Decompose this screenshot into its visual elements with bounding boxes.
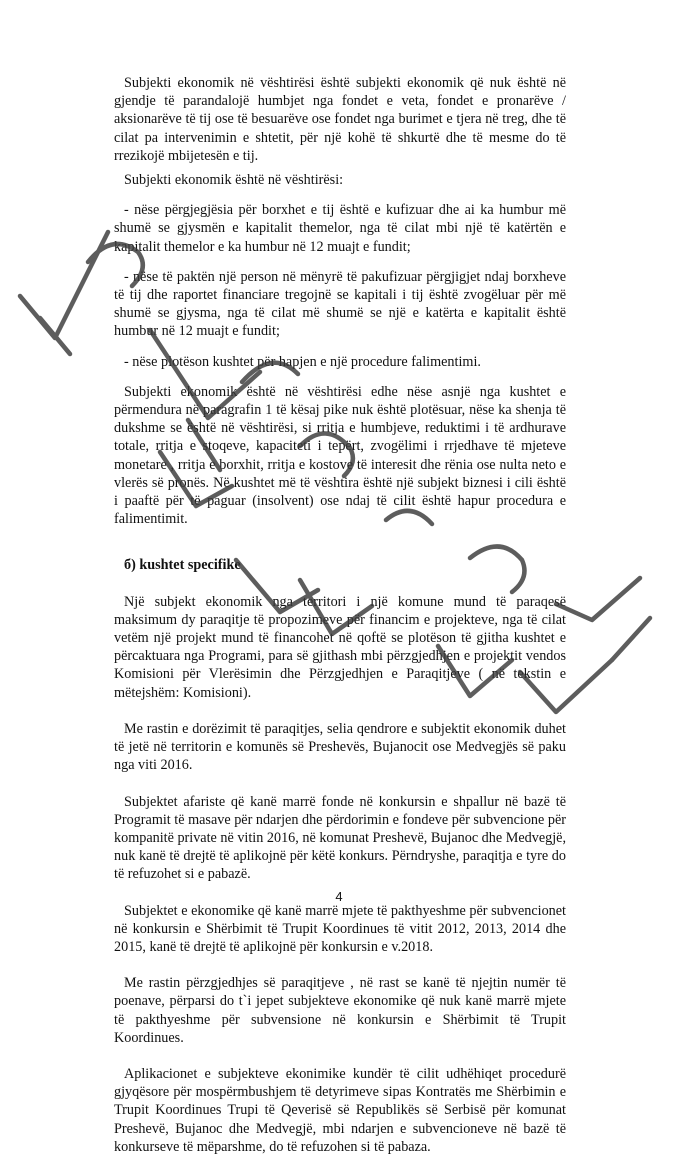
section-heading: б) kushtet specifike: [124, 557, 241, 574]
list-item: - nëse plotëson kushtet për hapjen e një procedure falimentimi.: [124, 353, 481, 370]
paragraph: Subjekti ekonomik është në vështirësi edhe nëse asnjë nga kushtet e përmendura në paragrafin 1 të kësaj pike nuk është plotësuar, nëse ka shenja të dukshme se është në vështirësi, si rritja e humbjeve, reduktimi i të ardhurave totale, rritja e stoqeve, kapaciteti i tepërt, zvogëlimi i rrjedhave të mjeteve monetare , rritja e borxhit, rritja e kostove të interesit dhe rënia ose nulta neto e vlerës së pronës. Në kushtet më të vështira është një subjekt biznesi i cili është i paaftë për të paguar (insolvent) ose ndaj të cilit është hapur procedura e falimentimit.: [114, 383, 566, 528]
watermark-stroke: [612, 618, 650, 660]
paragraph: Një subjekt ekonomik nga territori i një komune mund të paraqesë maksimum dy paraqitje të propozimeve për financim e projekteve, nga të cilat vetëm një projekt mund të financohet në qoftë se plotëson të gjitha kushtet e përcaktuara nga Programi, para së gjithash mbi përzgjedhjen e projektit vendos Komisioni për Vlerësimin dhe Përzgjedhjen e Paraqitjeve ( në tekstin e mëtejshëm: Komisioni).: [114, 593, 566, 701]
watermark-stroke: [20, 232, 108, 338]
paragraph: Aplikacionet e subjekteve ekonimike kundër të cilit udhëhiqet procedurë gjyqësore për mospërmbushjem të detyrimeve sipas Kontratës me Shërbimin e Trupit Koordinues Trupi të Qeverisë së Republikës së Serbisë për komunat Preshevë, Bujanoc dhe Medvegjë, mbi ndarjen e subvencioneve në bazë të konkurseve të mëparshme, do të refuzohen si të pabaza.: [114, 1065, 566, 1155]
paragraph: Subjektet afariste që kanë marrë fonde në konkursin e shpallur në bazë të Programit të masave për ndarjen dhe përdorimin e fondeve për subvencione për kompanitë private në vitin 2016, në komunat Preshevë, Bujanoc dhe Medvegjë, nuk kanë të drejtë të aplikojnë për këtë konkurs. Përndryshe, paraqitja e tyre do të refuzohet si e pabazë.: [114, 793, 566, 883]
paragraph: Me rastin përzgjedhjes së paraqitjeve , në rast se kanë të njejtin numër të poenave, përparsi do t`i jepet subjekteve ekonomike që nuk kanë marrë mjete të pakthyeshme për subvensione në konkursin e Shërbimit të Trupit Koordinues.: [114, 975, 566, 1046]
watermark-stroke: [40, 318, 70, 354]
paragraph: Me rastin e dorëzimit të paraqitjes, selia qendrore e subjektit ekonomik duhet të jetë në territorin e komunës së Preshevës, Bujanocit ose Medvegjës së paku nga viti 2016.: [114, 720, 566, 774]
list-item: - nëse të paktën një person në mënyrë të pakufizuar përgjigjet ndaj borxheve të tij dhe raportet financiare tregojnë se kapitali i tij është zvogëluar për më shumë se gjysma, nga të cilat më shumë se një e katërta e kapitalit është humbur në 12 muajt e fundit;: [114, 268, 566, 340]
list-item: - nëse përgjegjësia për borxhet e tij është e kufizuar dhe ai ka humbur më shumë se gjysmën e kapitalit themelor, nga të cilat mbi një të katërtën e kapitalit themelor e ka humbur në 12 muajt e fundit;: [114, 202, 566, 255]
page-body: [114, 74, 566, 1156]
paragraph: Subjektet e ekonomike që kanë marrë mjete të pakthyeshme për subvencionet në konkursin e Shërbimit të Trupit Koordinues të vitit 2012, 2013, 2014 dhe 2015, kanë të drejtë të aplikojnë për konkursin e v.2018.: [114, 902, 566, 955]
paragraph: Subjekti ekonomik është në vështirësi:: [124, 172, 344, 189]
watermark-stroke: [556, 578, 640, 620]
page-number: 4: [335, 889, 343, 904]
paragraph: Subjekti ekonomik në vështirësi është subjekti ekonomik që nuk është në gjendje të parandalojë humbjet nga fondet e veta, fondet e pronarëve / aksionarëve të tij ose të besuarëve ose fondet nga burimet e tjera në treg, dhe të cilat pa intervenimin e shtetit, për një kohë të shkurtë dhe të mesme do të rrezikojë mbijetesën e tij.: [114, 75, 566, 164]
